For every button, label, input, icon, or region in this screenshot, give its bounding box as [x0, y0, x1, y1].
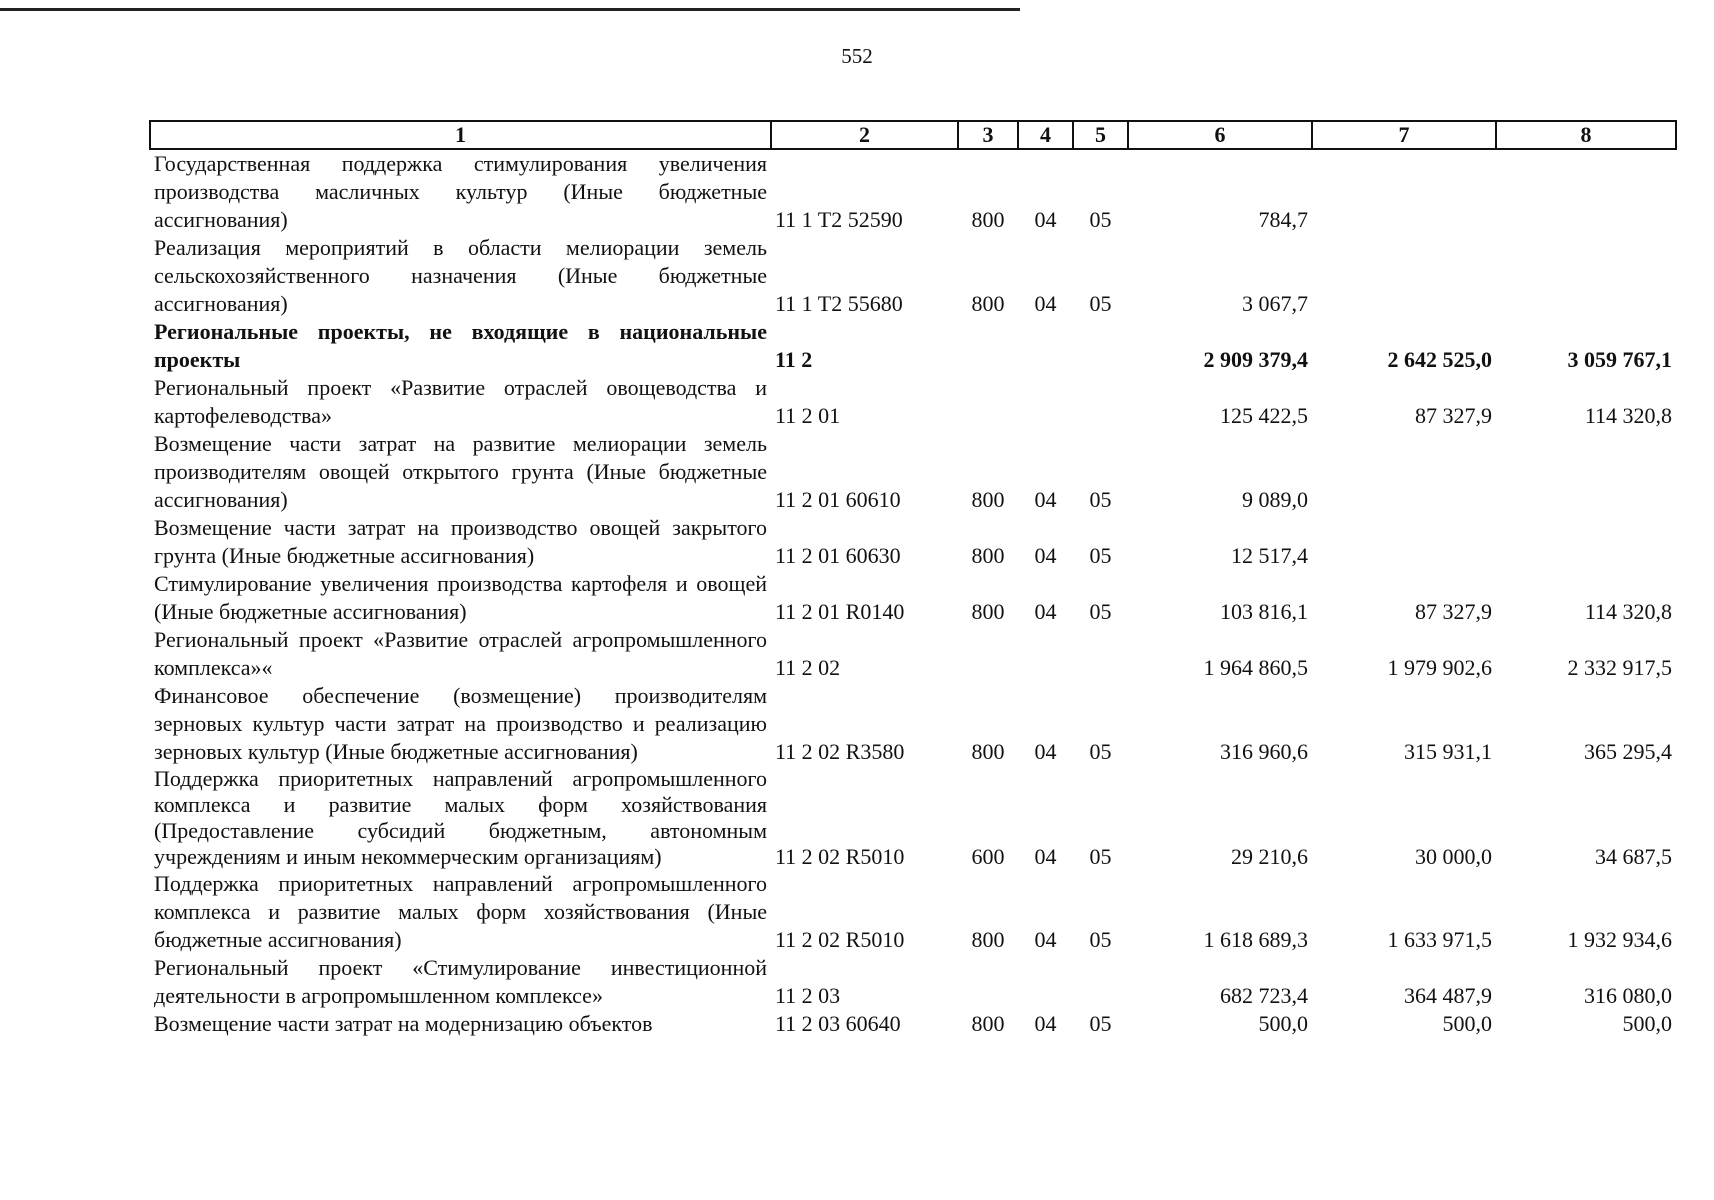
subsection-code: 05	[1089, 487, 1112, 512]
subsection-code	[1073, 954, 1128, 1010]
table-row	[150, 149, 1676, 234]
table-body	[150, 149, 1676, 1038]
table-row	[150, 570, 1676, 626]
expense-type: 800	[971, 291, 1005, 316]
table-row	[150, 430, 1676, 514]
budget-table	[149, 120, 1677, 1038]
item-name: Поддержка приоритетных направлений агропромышленного комплекса и развитие малых форм хозяйствования (Иные бюджетные ассигнования)	[154, 871, 767, 952]
table-row	[150, 374, 1676, 430]
amount-col-6: 784,7	[1258, 207, 1308, 232]
amount-col-8: 316 080,0	[1584, 983, 1672, 1008]
section-code: 04	[1034, 207, 1057, 232]
subsection-code	[1073, 626, 1128, 682]
item-name: Поддержка приоритетных направлений агропромышленного комплекса и развитие малых форм хозяйствования (Предоставление субсидий бюджетным, автономным учреждениям и иным некоммерческим организациям)	[154, 766, 767, 869]
expense-type	[958, 374, 1018, 430]
table-row	[150, 514, 1676, 570]
expense-type	[958, 626, 1018, 682]
table-row	[150, 766, 1676, 870]
item-code: 11 2 03 60640	[775, 1011, 901, 1036]
item-name: Стимулирование увеличения производства картофеля и овощей (Иные бюджетные ассигнования)	[154, 571, 767, 624]
section-code: 04	[1034, 543, 1057, 568]
subsection-code: 05	[1089, 1011, 1112, 1036]
section-code: 04	[1034, 1011, 1057, 1036]
section-code	[1018, 954, 1073, 1010]
amount-col-8: 114 320,8	[1584, 599, 1672, 624]
amount-col-6: 500,0	[1258, 1011, 1308, 1036]
item-code: 11 1 T2 55680	[775, 291, 903, 316]
table-row	[150, 1010, 1676, 1038]
header-col-1: 1	[150, 121, 771, 149]
header-col-5: 5	[1073, 121, 1128, 149]
section-code: 04	[1034, 487, 1057, 512]
amount-col-7	[1312, 430, 1496, 514]
amount-col-7: 87 327,9	[1415, 403, 1492, 428]
section-code: 04	[1034, 739, 1057, 764]
item-name: Финансовое обеспечение (возмещение) производителям зерновых культур части затрат на производство и реализацию зерновых культур (Иные бюджетные ассигнования)	[154, 683, 767, 764]
amount-col-8: 34 687,5	[1595, 844, 1672, 869]
amount-col-7: 1 633 971,5	[1387, 927, 1492, 952]
expense-type: 800	[971, 599, 1005, 624]
table-row	[150, 318, 1676, 374]
subsection-code	[1073, 374, 1128, 430]
item-code: 11 2 03	[775, 983, 841, 1008]
item-name: Региональные проекты, не входящие в национальные проекты	[154, 319, 767, 372]
amount-col-6: 1 618 689,3	[1203, 927, 1308, 952]
item-name: Региональный проект «Стимулирование инвестиционной деятельности в агропромышленном комплексе»	[154, 955, 767, 1008]
amount-col-7: 2 642 525,0	[1387, 347, 1492, 372]
amount-col-8: 365 295,4	[1584, 739, 1672, 764]
header-col-8: 8	[1496, 121, 1676, 149]
item-code: 11 2 02	[775, 655, 841, 680]
item-name: Региональный проект «Развитие отраслей овощеводства и картофелеводства»	[154, 375, 767, 428]
section-code: 04	[1034, 844, 1057, 869]
header-col-7: 7	[1312, 121, 1496, 149]
amount-col-7	[1312, 234, 1496, 318]
amount-col-7: 30 000,0	[1415, 844, 1492, 869]
amount-col-8: 1 932 934,6	[1567, 927, 1672, 952]
amount-col-7: 1 979 902,6	[1387, 655, 1492, 680]
expense-type: 800	[971, 207, 1005, 232]
header-col-4: 4	[1018, 121, 1073, 149]
scan-border-line	[0, 8, 1020, 11]
table-row	[150, 682, 1676, 766]
amount-col-6: 9 089,0	[1242, 487, 1308, 512]
table-row	[150, 626, 1676, 682]
header-row	[150, 121, 1676, 149]
amount-col-8: 3 059 767,1	[1567, 347, 1672, 372]
expense-type: 600	[971, 844, 1005, 869]
amount-col-7: 87 327,9	[1415, 599, 1492, 624]
item-name: Реализация мероприятий в области мелиорации земель сельскохозяйственного назначения (Иные бюджетные ассигнования)	[154, 235, 767, 316]
item-code: 11 1 T2 52590	[775, 207, 903, 232]
amount-col-6: 682 723,4	[1220, 983, 1308, 1008]
header-col-2: 2	[771, 121, 958, 149]
item-name: Государственная поддержка стимулирования увеличения производства масличных культур (Иные бюджетные ассигнования)	[154, 151, 767, 232]
expense-type	[958, 954, 1018, 1010]
section-code: 04	[1034, 599, 1057, 624]
item-code: 11 2 02 R5010	[775, 927, 905, 952]
amount-col-8: 114 320,8	[1584, 403, 1672, 428]
subsection-code: 05	[1089, 739, 1112, 764]
item-code: 11 2 01 R0140	[775, 599, 905, 624]
expense-type: 800	[971, 739, 1005, 764]
table-row	[150, 870, 1676, 954]
section-code	[1018, 626, 1073, 682]
expense-type	[958, 318, 1018, 374]
item-name: Региональный проект «Развитие отраслей агропромышленного комплекса»«	[154, 627, 767, 680]
item-name: Возмещение части затрат на развитие мелиорации земель производителям овощей открытого грунта (Иные бюджетные ассигнования)	[154, 431, 767, 512]
expense-type: 800	[971, 543, 1005, 568]
page-number: 552	[841, 44, 873, 68]
amount-col-8	[1496, 234, 1676, 318]
subsection-code: 05	[1089, 543, 1112, 568]
expense-type: 800	[971, 487, 1005, 512]
amount-col-6: 1 964 860,5	[1203, 655, 1308, 680]
item-code: 11 2	[775, 347, 813, 372]
item-name: Возмещение части затрат на модернизацию объектов	[154, 1011, 653, 1036]
subsection-code: 05	[1089, 927, 1112, 952]
expense-type: 800	[971, 927, 1005, 952]
table-row	[150, 954, 1676, 1010]
amount-col-6: 12 517,4	[1231, 543, 1308, 568]
subsection-code: 05	[1089, 599, 1112, 624]
amount-col-6: 316 960,6	[1220, 739, 1308, 764]
expense-type: 800	[971, 1011, 1005, 1036]
subsection-code: 05	[1089, 844, 1112, 869]
item-name: Возмещение части затрат на производство овощей закрытого грунта (Иные бюджетные ассигнования)	[154, 515, 767, 568]
item-code: 11 2 02 R5010	[775, 844, 905, 869]
amount-col-7	[1312, 514, 1496, 570]
amount-col-6: 125 422,5	[1220, 403, 1308, 428]
amount-col-8	[1496, 514, 1676, 570]
header-col-3: 3	[958, 121, 1018, 149]
section-code: 04	[1034, 927, 1057, 952]
amount-col-8	[1496, 149, 1676, 234]
amount-col-7: 500,0	[1442, 1011, 1492, 1036]
amount-col-7: 364 487,9	[1404, 983, 1492, 1008]
item-code: 11 2 01 60630	[775, 543, 901, 568]
header-col-6: 6	[1128, 121, 1312, 149]
amount-col-7	[1312, 149, 1496, 234]
amount-col-6: 29 210,6	[1231, 844, 1308, 869]
subsection-code: 05	[1089, 207, 1112, 232]
subsection-code: 05	[1089, 291, 1112, 316]
amount-col-6: 103 816,1	[1220, 599, 1308, 624]
table-row	[150, 234, 1676, 318]
amount-col-7: 315 931,1	[1404, 739, 1492, 764]
amount-col-8: 2 332 917,5	[1567, 655, 1672, 680]
item-code: 11 2 01 60610	[775, 487, 901, 512]
item-code: 11 2 01	[775, 403, 841, 428]
subsection-code	[1073, 318, 1128, 374]
amount-col-8: 500,0	[1622, 1011, 1672, 1036]
section-code	[1018, 374, 1073, 430]
amount-col-8	[1496, 430, 1676, 514]
item-code: 11 2 02 R3580	[775, 739, 905, 764]
amount-col-6: 3 067,7	[1242, 291, 1308, 316]
amount-col-6: 2 909 379,4	[1203, 347, 1308, 372]
section-code: 04	[1034, 291, 1057, 316]
section-code	[1018, 318, 1073, 374]
